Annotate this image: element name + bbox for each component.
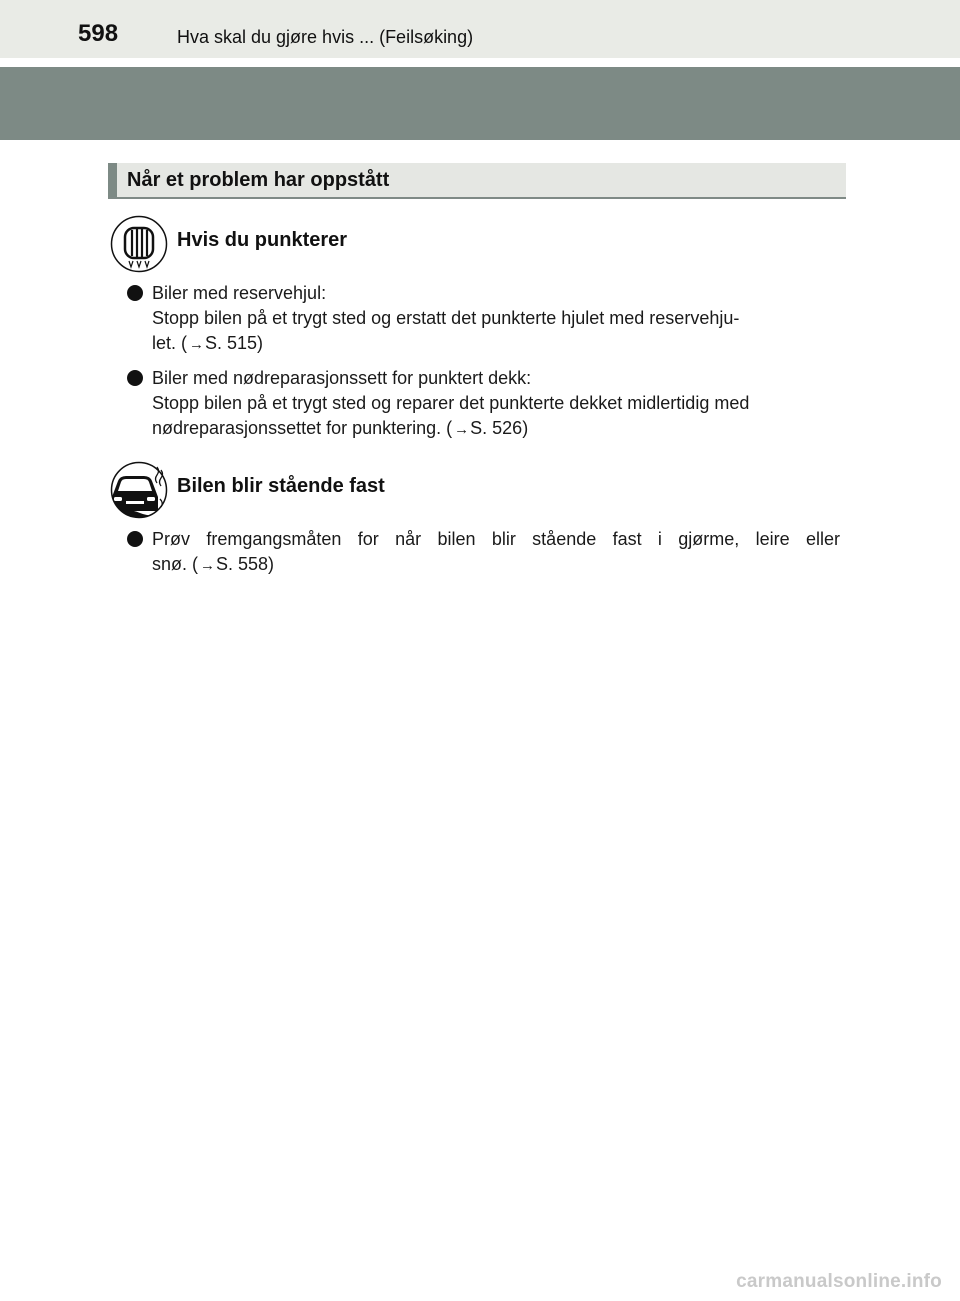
item-text: Stopp bilen på et trygt sted og erstatt det punkterte hjulet med reservehju-	[152, 308, 740, 328]
reference-arrow-icon: →	[454, 421, 470, 438]
flat-tire-icon	[110, 215, 168, 273]
watermark: carmanualsonline.info	[736, 1271, 942, 1292]
item-text-ref	[152, 552, 840, 578]
reference-arrow-icon: →	[200, 557, 216, 574]
chapter-title: Hva skal du gjøre hvis ... (Feilsøking)	[177, 27, 474, 47]
list-item	[152, 527, 840, 578]
item-text-pre: nødreparasjonssettet for punktering. (	[152, 418, 453, 438]
page-reference-link[interactable]: S. 526)	[470, 418, 529, 438]
list-item	[152, 281, 840, 357]
item-text-ref	[152, 331, 840, 357]
topic-title-stuck-vehicle: Bilen blir stående fast	[177, 475, 385, 497]
page-reference-link[interactable]: S. 558)	[216, 554, 275, 574]
page-reference-link[interactable]: S. 515)	[205, 333, 264, 353]
item-text-pre: let. (	[152, 333, 188, 353]
topic-title-flat-tire: Hvis du punkterer	[177, 229, 348, 251]
bullet	[127, 370, 143, 386]
item-text: Prøv fremgangsmåten for når bilen blir stående fast i gjørme, leire eller	[152, 529, 840, 549]
item-heading: Biler med reservehjul:	[152, 283, 327, 303]
bullet	[127, 285, 143, 301]
page-number: 598	[78, 20, 119, 47]
page-header	[0, 0, 960, 58]
item-text-pre: snø. (	[152, 554, 199, 574]
item-heading: Biler med nødreparasjonssett for punktert dekk:	[152, 368, 532, 388]
section-title: Når et problem har oppstått	[127, 169, 390, 191]
header-band	[0, 67, 960, 140]
reference-arrow-icon: →	[189, 336, 205, 353]
item-text: Stopp bilen på et trygt sted og reparer det punkterte dekket midlertidig med	[152, 393, 750, 413]
list-item	[152, 366, 840, 442]
section-accent	[108, 163, 117, 197]
stuck-vehicle-icon	[110, 461, 168, 519]
item-text-ref	[152, 416, 840, 442]
bullet	[127, 531, 143, 547]
